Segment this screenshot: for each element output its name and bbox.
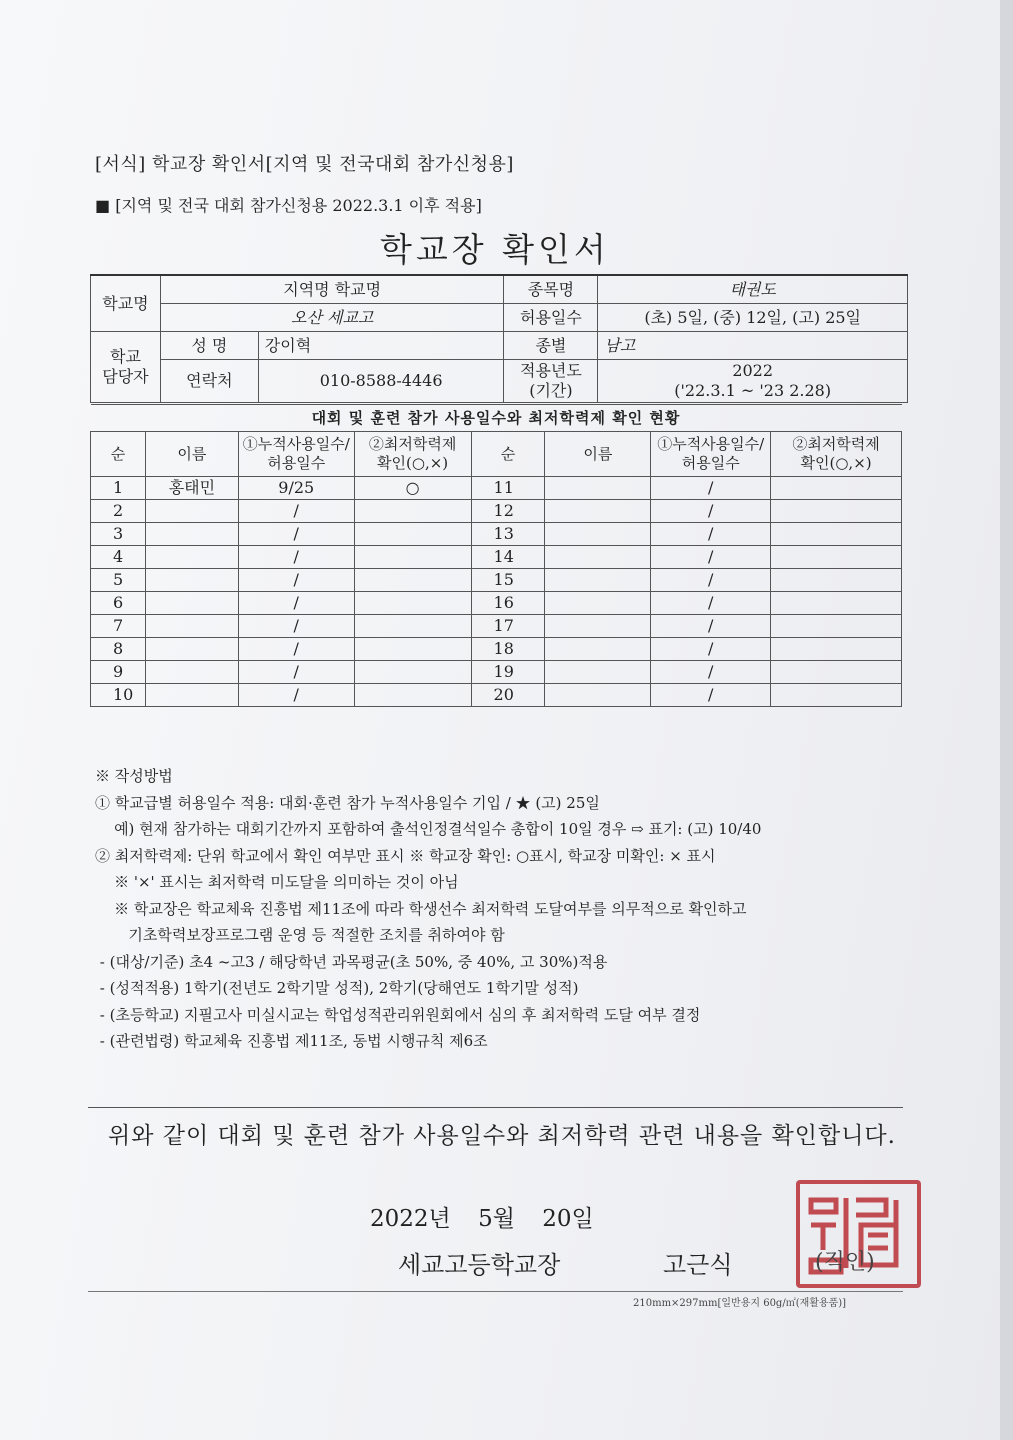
- row-check: [771, 638, 902, 661]
- table-row: [91, 615, 902, 638]
- bottom-rule: [88, 1291, 903, 1292]
- row-name: [545, 569, 651, 592]
- table-row: [91, 684, 902, 707]
- period-value: ('22.3.1 ~ '23 2.28): [674, 381, 832, 400]
- row-usage: /: [651, 500, 771, 523]
- usage-table: [90, 404, 902, 707]
- signer-name: 고근식: [663, 1251, 733, 1279]
- signer-title: 세교고등학교장: [398, 1251, 561, 1279]
- row-number: 1: [91, 477, 146, 500]
- row-usage: /: [651, 523, 771, 546]
- row-check: [771, 592, 902, 615]
- col-name: 이름: [545, 432, 651, 477]
- name-value: 강이혁: [258, 332, 504, 360]
- school-value: 오산 세교고: [160, 304, 504, 332]
- row-usage: /: [651, 569, 771, 592]
- row-check: [354, 546, 471, 569]
- row-number: 5: [91, 569, 146, 592]
- table-row: [91, 546, 902, 569]
- row-number: 7: [91, 615, 146, 638]
- row-number: 19: [471, 661, 545, 684]
- table-row: [91, 569, 902, 592]
- table-row: [91, 592, 902, 615]
- col-order: 순: [91, 432, 146, 477]
- year-cell: [598, 360, 908, 403]
- date-day: 20일: [542, 1206, 594, 1232]
- row-check: [771, 661, 902, 684]
- row-name: [145, 592, 238, 615]
- page-edge: [1000, 0, 1013, 1440]
- seal-mark: (직인): [815, 1250, 875, 1275]
- row-usage: 9/25: [238, 477, 354, 500]
- row-number: 12: [471, 500, 545, 523]
- row-name: [545, 546, 651, 569]
- apply-note: ■ [지역 및 전국 대회 참가신청용 2022.3.1 이후 적용]: [95, 196, 482, 215]
- row-number: 3: [91, 523, 146, 546]
- row-usage: /: [238, 500, 354, 523]
- row-number: 9: [91, 661, 146, 684]
- row-number: 18: [471, 638, 545, 661]
- note-line: - (성적적용) 1학기(전년도 2학기말 성적), 2학기(당해연도 1학기말 성적): [95, 979, 579, 997]
- school-header: 지역명 학교명: [160, 275, 504, 304]
- row-check: [354, 638, 471, 661]
- row-number: 13: [471, 523, 545, 546]
- row-usage: /: [238, 569, 354, 592]
- row-number: 17: [471, 615, 545, 638]
- section-title: 대회 및 훈련 참가 사용일수와 최저학력제 확인 현황: [91, 405, 902, 432]
- row-usage: /: [651, 684, 771, 707]
- contact-value: 010-8588-4446: [258, 360, 504, 403]
- row-check: [771, 546, 902, 569]
- year-value: 2022: [732, 361, 774, 380]
- confirm-text: 위와 같이 대회 및 훈련 참가 사용일수와 최저학력 관련 내용을 확인합니다.: [108, 1123, 896, 1149]
- table-row: [91, 477, 902, 500]
- row-check: [771, 615, 902, 638]
- row-number: 20: [471, 684, 545, 707]
- col-check: ②최저학력제 확인(○,×): [771, 432, 902, 477]
- row-name: [145, 661, 238, 684]
- category-value: 남고: [598, 332, 908, 360]
- row-check: [771, 523, 902, 546]
- row-check: [354, 592, 471, 615]
- row-name: [545, 500, 651, 523]
- col-usage: ①누적사용일수/ 허용일수: [238, 432, 354, 477]
- row-usage: /: [238, 523, 354, 546]
- event-label: 종목명: [504, 275, 598, 304]
- table-row: [91, 523, 902, 546]
- table-row: [91, 500, 902, 523]
- note-line: ※ '×' 표시는 최저학력 미도달을 의미하는 것이 아님: [95, 873, 459, 891]
- year-label: 적용년도 (기간): [504, 360, 598, 403]
- note-line: ① 학교급별 허용일수 적용: 대회·훈련 참가 누적사용일수 기입 / ★ (고) 25일: [95, 793, 600, 812]
- allowed-value: (초) 5일, (중) 12일, (고) 25일: [598, 304, 908, 332]
- note-line: ※ 학교장은 학교체육 진흥법 제11조에 따라 학생선수 최저학력 도달여부를 의무적으로 확인하고: [95, 899, 747, 918]
- row-name: [545, 684, 651, 707]
- row-number: 16: [471, 592, 545, 615]
- row-name: [545, 523, 651, 546]
- row-name: [145, 500, 238, 523]
- row-check: ○: [354, 477, 471, 500]
- row-number: 11: [471, 477, 545, 500]
- row-usage: /: [238, 684, 354, 707]
- school-label: 학교명: [91, 275, 161, 332]
- row-usage: /: [651, 638, 771, 661]
- form-label: [서식] 학교장 확인서[지역 및 전국대회 참가신청용]: [95, 154, 514, 175]
- row-name: [145, 546, 238, 569]
- row-check: [354, 500, 471, 523]
- col-check: ②최저학력제 확인(○,×): [354, 432, 471, 477]
- divider: [88, 1107, 903, 1108]
- row-check: [354, 615, 471, 638]
- row-name: [545, 477, 651, 500]
- row-number: 6: [91, 592, 146, 615]
- document-title: 학교장 확인서: [380, 230, 610, 269]
- row-name: [145, 638, 238, 661]
- row-check: [354, 661, 471, 684]
- name-label: 성 명: [160, 332, 258, 360]
- info-table: [90, 274, 908, 403]
- note-line: 예) 현재 참가하는 대회기간까지 포함하여 출석인정결석일수 총합이 10일 경우 ⇨ 표기: (고) 10/40: [95, 820, 762, 838]
- event-value: 태권도: [598, 275, 908, 304]
- issue-date: [370, 1200, 594, 1233]
- row-name: [545, 638, 651, 661]
- row-usage: /: [651, 615, 771, 638]
- row-number: 8: [91, 638, 146, 661]
- row-name: [145, 615, 238, 638]
- row-name: [145, 569, 238, 592]
- note-line: ※ 작성방법: [95, 767, 173, 785]
- row-check: [771, 569, 902, 592]
- row-check: [354, 569, 471, 592]
- manager-label: 학교 담당자: [91, 332, 161, 403]
- row-check: [354, 523, 471, 546]
- col-order: 순: [471, 432, 545, 477]
- row-name: [545, 661, 651, 684]
- contact-label: 연락처: [160, 360, 258, 403]
- note-line: ② 최저학력제: 단위 학교에서 확인 여부만 표시 ※ 학교장 확인: ○표시, 학교장 미확인: × 표시: [95, 846, 716, 865]
- note-line: - (대상/기준) 초4 ~고3 / 해당학년 과목평균(초 50%, 중 40%, 고 30%)적용: [95, 952, 608, 971]
- row-usage: /: [238, 615, 354, 638]
- paper-info: 210mm×297mm[일반용지 60g/㎡(재활용품)]: [633, 1298, 847, 1309]
- note-line: 기초학력보장프로그램 운영 등 적절한 조치를 취하여야 함: [95, 926, 505, 944]
- row-usage: /: [651, 592, 771, 615]
- date-year: 2022년: [370, 1206, 451, 1232]
- row-usage: /: [238, 546, 354, 569]
- note-line: - (초등학교) 지필고사 미실시교는 학업성적관리위원회에서 심의 후 최저학력 도달 여부 결정: [95, 1005, 701, 1024]
- allowed-label: 허용일수: [504, 304, 598, 332]
- category-label: 종별: [504, 332, 598, 360]
- row-check: [354, 684, 471, 707]
- row-check: [771, 500, 902, 523]
- row-name: [145, 684, 238, 707]
- row-usage: /: [238, 592, 354, 615]
- row-name: [145, 523, 238, 546]
- date-month: 5월: [478, 1206, 515, 1232]
- row-check: [771, 684, 902, 707]
- note-line: - (관련법령) 학교체육 진흥법 제11조, 동법 시행규칙 제6조: [95, 1032, 488, 1050]
- row-check: [771, 477, 902, 500]
- row-name: 홍태민: [145, 477, 238, 500]
- row-usage: /: [651, 477, 771, 500]
- row-name: [545, 592, 651, 615]
- row-usage: /: [651, 546, 771, 569]
- instructions: [95, 763, 761, 1055]
- row-number: 2: [91, 500, 146, 523]
- row-usage: /: [238, 661, 354, 684]
- table-row: [91, 661, 902, 684]
- row-number: 14: [471, 546, 545, 569]
- table-row: [91, 638, 902, 661]
- col-usage: ①누적사용일수/ 허용일수: [651, 432, 771, 477]
- row-number: 10: [91, 684, 146, 707]
- row-number: 4: [91, 546, 146, 569]
- row-name: [545, 615, 651, 638]
- row-number: 15: [471, 569, 545, 592]
- row-usage: /: [651, 661, 771, 684]
- row-usage: /: [238, 638, 354, 661]
- col-name: 이름: [145, 432, 238, 477]
